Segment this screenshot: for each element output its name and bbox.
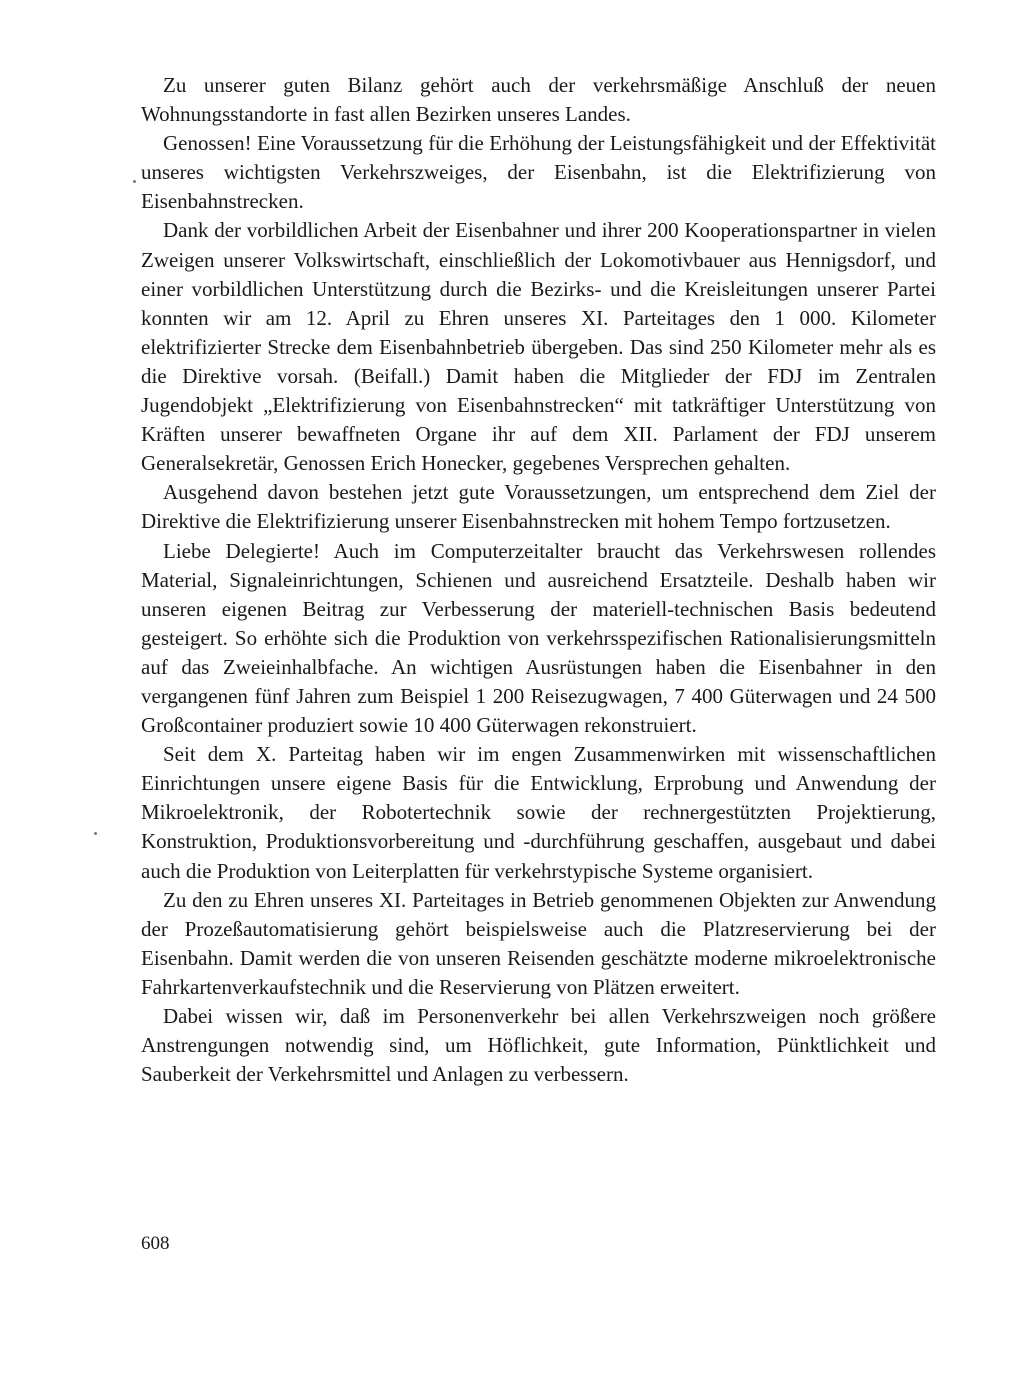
paragraph-7: Zu den zu Ehren unseres XI. Parteitages in Betrieb genommenen Objekten zur Anwendung der Prozeßautomatisierung gehört beispielsweise auch die Platzreservierung bei der Eisenbahn. Damit werden die von unseren Reisenden geschätzte moderne mikroelektronische Fahrkartenverkaufstechnik und die Reservierung von Plätzen erweitert. bbox=[141, 887, 936, 999]
paragraph-6: Seit dem X. Parteitag haben wir im engen Zusammenwirken mit wissenschaftlichen Einrichtungen unsere eigene Basis für die Entwicklung, Erprobung und Anwendung der Mikroelektronik, der Robotertechnik sowie der rechnergestützten Projektierung, Konstruktion, Produktionsvorbereitung und -durchführung geschaffen, ausgebaut und dabei auch die Produktion von Leiterplatten für verkehrstypische Systeme organisiert. bbox=[141, 742, 936, 883]
print-speck bbox=[94, 832, 97, 835]
print-speck bbox=[133, 180, 136, 183]
paragraph-1: Zu unserer guten Bilanz gehört auch der verkehrsmäßige Anschluß der neuen Wohnungsstandorte in fast allen Bezirken unseres Landes. bbox=[141, 73, 936, 127]
paragraph-2: Genossen! Eine Voraussetzung für die Erhöhung der Leistungsfähigkeit und der Effektivität unseres wichtigsten Verkehrszweiges, der Eisenbahn, ist die Elektrifizierung von Eisenbahnstrecken. bbox=[141, 131, 936, 214]
page-number: 608 bbox=[141, 1233, 170, 1254]
paragraph-3: Dank der vorbildlichen Arbeit der Eisenbahner und ihrer 200 Kooperationspartner in vielen Zweigen unserer Volkswirtschaft, einschließlich der Lokomotivbauer aus Hennigsdorf, und einer vorbildlichen Unterstützung durch die Bezirks- und die Kreisleitungen unserer Partei konnten wir am 12. April zu Ehren unseres XI. Parteitages den 1 000. Kilometer elektrifizierter Strecke dem Eisenbahnbetrieb übergeben. Das sind 250 Kilometer mehr als es die Direktive vorsah. (Beifall.) Damit haben die Mitglieder der FDJ im Zentralen Jugendobjekt „Elektrifizierung von Eisenbahnstrecken“ mit tatkräftiger Unterstützung von Kräften unserer bewaffneten Organe ihr auf dem XII. Parlament der FDJ unserem Generalsekretär, Genossen Erich Honecker, gegebenes Versprechen gehalten. bbox=[141, 218, 936, 476]
paragraph-8: Dabei wissen wir, daß im Personenverkehr bei allen Verkehrszweigen noch größere Anstrengungen notwendig sind, um Höflichkeit, gute Information, Pünktlichkeit und Sauberkeit der Verkehrsmittel und Anlagen zu verbessern. bbox=[141, 1004, 936, 1087]
body-text bbox=[141, 71, 936, 1089]
paragraph-5: Liebe Delegierte! Auch im Computerzeitalter braucht das Verkehrswesen rollendes Material, Signaleinrichtungen, Schienen und ausreichend Ersatzteile. Deshalb haben wir unseren eigenen Beitrag zur Verbesserung der materiell-technischen Basis bedeutend gesteigert. So erhöhte sich die Produktion von verkehrsspezifischen Rationalisierungsmitteln auf das Zweieinhalbfache. An wichtigen Ausrüstungen haben die Eisenbahner in den vergangenen fünf Jahren zum Beispiel 1 200 Reisezugwagen, 7 400 Güterwagen und 24 500 Großcontainer produziert sowie 10 400 Güterwagen rekonstruiert. bbox=[141, 538, 936, 738]
paragraph-4: Ausgehend davon bestehen jetzt gute Voraussetzungen, um entsprechend dem Ziel der Direktive die Elektrifizierung unserer Eisenbahnstrecken mit hohem Tempo fortzusetzen. bbox=[141, 480, 936, 534]
